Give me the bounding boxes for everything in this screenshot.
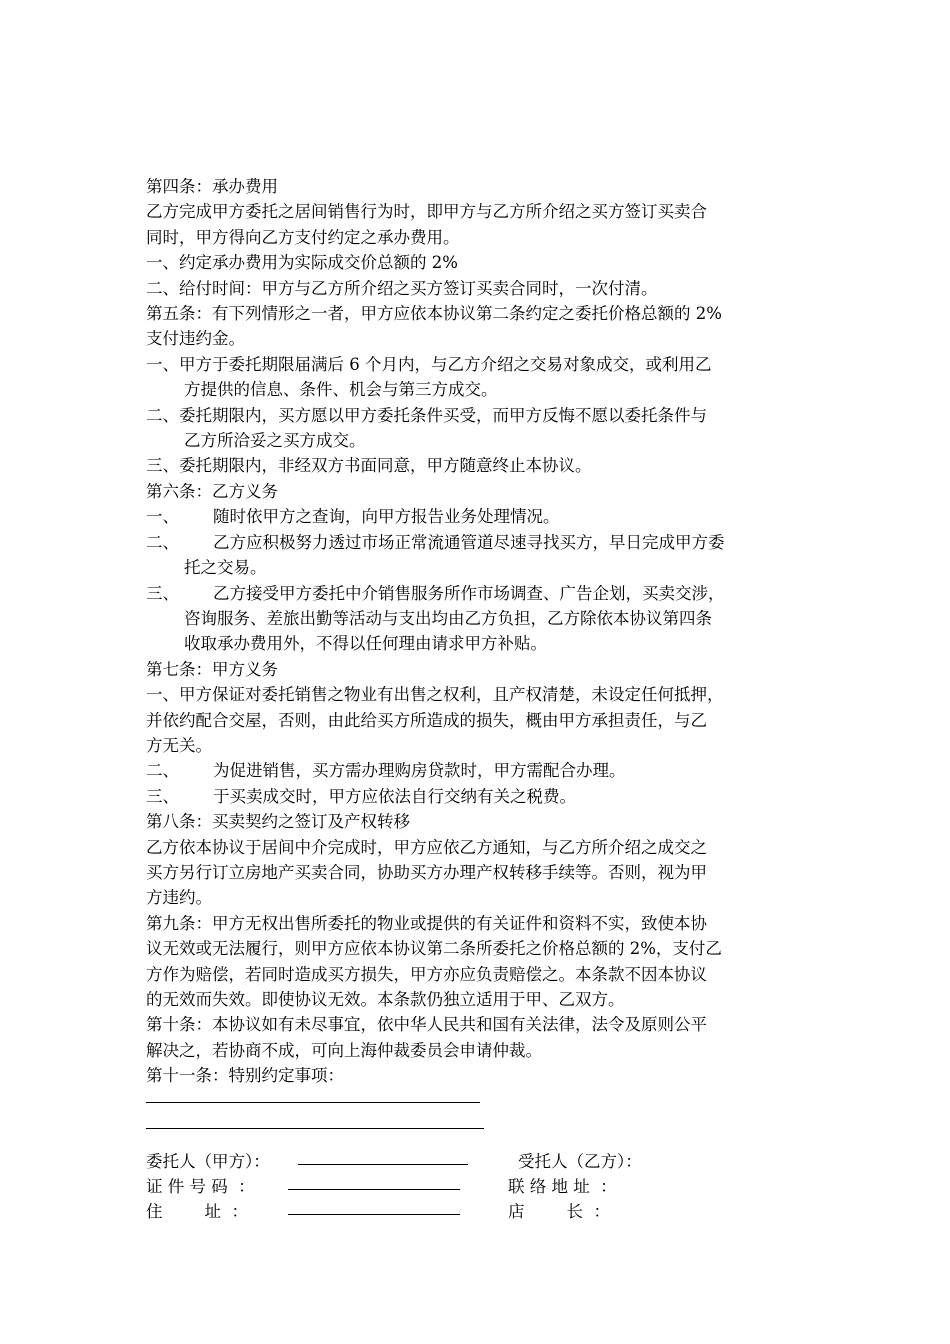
article-8-title: 第八条：买卖契约之签订及产权转移 — [146, 812, 410, 832]
signature-block — [146, 1148, 846, 1223]
signature-row — [146, 1198, 846, 1223]
principal-label: 委托人（甲方）： — [146, 1152, 270, 1171]
article-5-item: 二、委托期限内，买方愿以甲方委托条件买受，而甲方反悔不愿以委托条件与 乙方所洽妥之买方成交。 — [146, 405, 707, 451]
article-7-item: 三、 于买卖成交时，甲方应依法自行交纳有关之税费。 — [146, 786, 576, 806]
article-7-body: 一、甲方保证对委托销售之物业有出售之权利，且产权清楚，未设定任何抵押， 并依约配合交屋，否则，由此给买方所造成的损失，概由甲方承担责任，与乙 方无关。 — [146, 685, 724, 755]
article-7-title: 第七条：甲方义务 — [146, 659, 278, 679]
art4-item-1: 一、约定承办费用为实际成交价总额的 2% — [146, 253, 458, 273]
article-6-items — [146, 504, 826, 656]
agent-label: 受托人（乙方）： — [518, 1152, 642, 1171]
art5-title-2: 支付违约金。 — [146, 329, 245, 349]
principal-blank — [298, 1148, 468, 1165]
contract-page — [146, 174, 826, 1129]
article-6-item: 二、 乙方应积极努力透过市场正常流通管道尽速寻找买方，早日完成甲方委 托之交易。 — [146, 532, 725, 578]
article-11-title: 第十一条：特别约定事项： — [146, 1066, 344, 1086]
id-number-label: 证 件 号 码 ： — [146, 1177, 255, 1196]
art4-body-1: 乙方完成甲方委托之居间销售行为时，即甲方与乙方所介绍之买方签订买卖合 — [146, 202, 707, 222]
signature-row — [146, 1148, 846, 1173]
art4-item-2: 二、给付时间：甲方与乙方所介绍之买方签订买卖合同时，一次付清。 — [146, 278, 658, 298]
id-number-blank — [288, 1173, 460, 1190]
blank-line — [146, 1089, 480, 1103]
article-5-items — [146, 352, 826, 479]
address-blank — [288, 1198, 460, 1215]
article-6-title: 第六条：乙方义务 — [146, 481, 278, 501]
article-8-body: 乙方依本协议于居间中介完成时，甲方应依乙方通知，与乙方所介绍之成交之 买方另行订立房地产买卖合同，协助买方办理产权转移手续等。否则，视为甲 方违约。 — [146, 837, 707, 908]
manager-label: 店 长 ： — [508, 1202, 610, 1221]
art4-body-2: 同时，甲方得向乙方支付约定之承办费用。 — [146, 227, 460, 247]
article-7-item: 二、 为促进销售，买方需办理购房贷款时，甲方需配合办理。 — [146, 761, 626, 781]
blank-line — [146, 1115, 484, 1129]
art5-title-1: 第五条：有下列情形之一者，甲方应依本协议第二条约定之委托价格总额的 2% — [146, 304, 722, 324]
article-6-item: 一、 随时依甲方之查询，向甲方报告业务处理情况。 — [146, 507, 560, 527]
article-10-body: 第十条：本协议如有未尽事宜，依中华人民共和国有关法律，法令及原则公平 解决之，若协商不成，可向上海仲裁委员会申请仲裁。 — [146, 1015, 707, 1060]
signature-row — [146, 1173, 846, 1198]
contact-address-label: 联 络 地 址 ： — [508, 1177, 617, 1196]
art4-title: 第四条：承办费用 — [146, 177, 278, 196]
article-6-item: 三、 乙方接受甲方委托中介销售服务所作市场调查、广告企划，买卖交涉， 咨询服务、差旅出勤等活动与支出均由乙方负担，乙方除依本协议第四条 收取承办费用外，不得以任何理由请求甲方补贴。 — [146, 583, 725, 654]
article-5-item: 一、甲方于委托期限届满后 6 个月内，与乙方介绍之交易对象成交，或利用乙 方提供的信息、条件、机会与第三方成交。 — [146, 354, 712, 400]
address-label: 住 址 ： — [146, 1202, 248, 1221]
article-5-item: 三、委托期限内，非经双方书面同意，甲方随意终止本协议。 — [146, 456, 592, 476]
article-9-body: 第九条：甲方无权出售所委托的物业或提供的有关证件和资料不实，致使本协 议无效或无法履行，则甲方应依本协议第二条所委托之价格总额的 2%，支付乙 方作为赔偿，若同时造成买方损失，甲方亦应负责赔偿之。本条款不因本协议 的无效而失效。即使协议无效。本条款仍独立适用于甲、乙双方。 — [146, 913, 722, 1009]
